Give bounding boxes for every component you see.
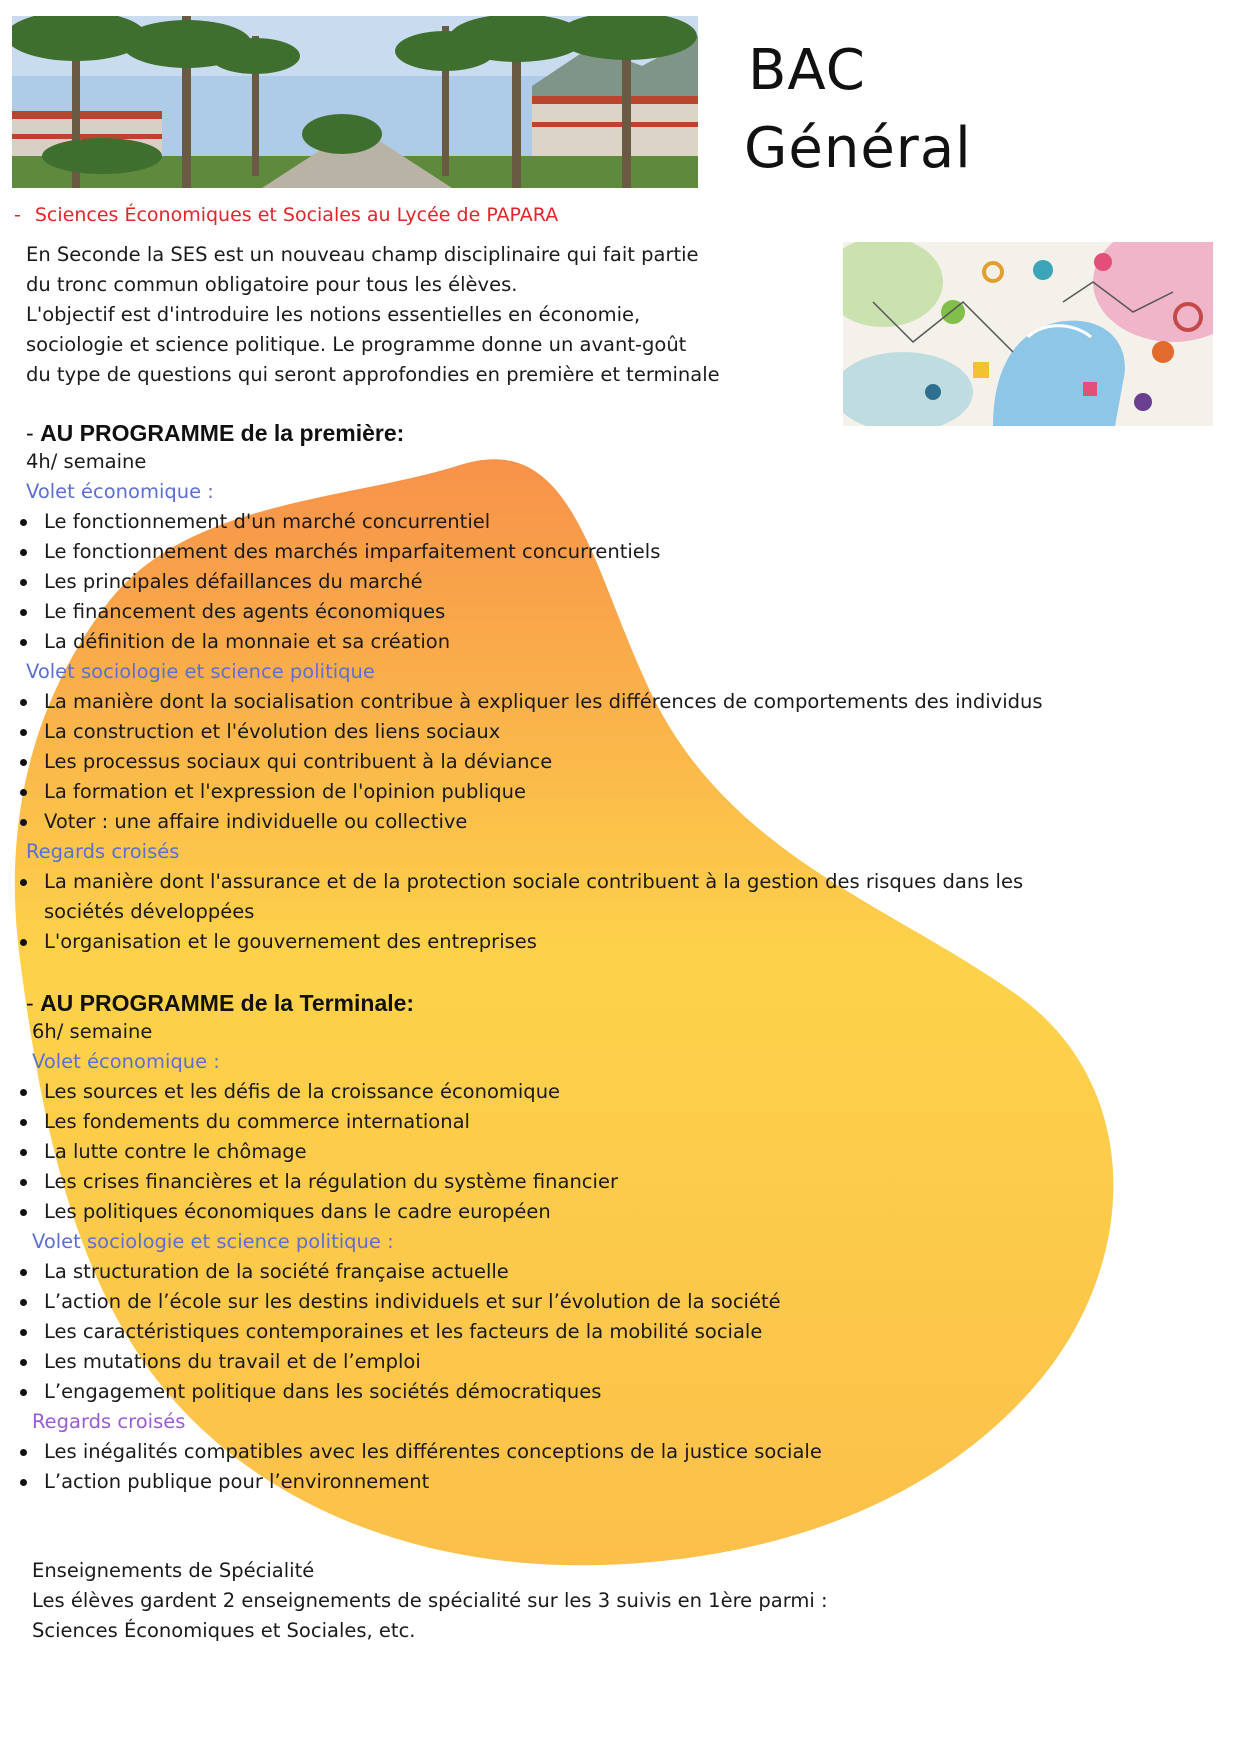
list-item: Les fondements du commerce international <box>0 1107 1226 1137</box>
category-label: Volet sociologie et science politique <box>26 660 375 683</box>
section-terminale <box>26 990 1226 1497</box>
hours-terminale: 6h/ semaine <box>32 1020 153 1043</box>
list-item: L’engagement politique dans les sociétés démocratiques <box>0 1377 1226 1407</box>
intro-line: L'objectif est d'introduire les notions essentielles en économie, <box>26 303 641 326</box>
list-item: La structuration de la société française actuelle <box>0 1257 1226 1287</box>
list-item-continuation: sociétés développées <box>44 900 255 923</box>
list-item: Le financement des agents économiques <box>0 597 1226 627</box>
intro-line: du tronc commun obligatoire pour tous les élèves. <box>26 273 518 296</box>
list-item: La manière dont la socialisation contribue à expliquer les différences de comportements des individus <box>0 687 1226 717</box>
section-heading-terminale: - AU PROGRAMME de la Terminale: <box>26 990 415 1016</box>
list-item: Les inégalités compatibles avec les différentes conceptions de la justice sociale <box>0 1437 1226 1467</box>
intro-paragraph <box>26 240 720 390</box>
title-general: Général <box>744 116 972 181</box>
list-item: L’action publique pour l’environnement <box>0 1467 1226 1497</box>
list-item: L'organisation et le gouvernement des entreprises <box>0 927 1226 957</box>
section-premiere <box>26 420 1226 957</box>
list-item: La définition de la monnaie et sa création <box>0 627 1226 657</box>
specialite-heading: Enseignements de Spécialité <box>32 1559 315 1582</box>
intro-line: sociologie et science politique. Le programme donne un avant-goût <box>26 333 687 356</box>
category-label: Volet économique : <box>32 1050 220 1073</box>
specialite-line: Sciences Économiques et Sociales, etc. <box>32 1619 416 1642</box>
list-item: La lutte contre le chômage <box>0 1137 1226 1167</box>
category-label: Regards croisés <box>32 1410 186 1433</box>
list-item: Le fonctionnement des marchés imparfaitement concurrentiels <box>0 537 1226 567</box>
list-item: La construction et l'évolution des liens sociaux <box>0 717 1226 747</box>
category-label: Volet économique : <box>26 480 214 503</box>
list-item: Les principales défaillances du marché <box>0 567 1226 597</box>
campus-photo <box>12 16 698 188</box>
hours-premiere: 4h/ semaine <box>26 450 147 473</box>
list-item: Les politiques économiques dans le cadre européen <box>0 1197 1226 1227</box>
category-label: Volet sociologie et science politique : <box>32 1230 394 1253</box>
list-item: Voter : une affaire individuelle ou collective <box>0 807 1226 837</box>
list-item: Les processus sociaux qui contribuent à la déviance <box>0 747 1226 777</box>
category-label: Regards croisés <box>26 840 180 863</box>
list-item: Les caractéristiques contemporaines et les facteurs de la mobilité sociale <box>0 1317 1226 1347</box>
intro-line: En Seconde la SES est un nouveau champ disciplinaire qui fait partie <box>26 243 699 266</box>
ses-illustration <box>843 242 1213 426</box>
list-item: La manière dont l'assurance et de la protection sociale contribuent à la gestion des risques dans les <box>0 867 1226 897</box>
section-heading-premiere: - AU PROGRAMME de la première: <box>26 420 405 446</box>
list-item: Les mutations du travail et de l’emploi <box>0 1347 1226 1377</box>
list-item: Le fonctionnement d'un marché concurrentiel <box>0 507 1226 537</box>
list-item: L’action de l’école sur les destins individuels et sur l’évolution de la société <box>0 1287 1226 1317</box>
list-item: Les crises financières et la régulation du système financier <box>0 1167 1226 1197</box>
specialite-paragraph <box>32 1556 828 1646</box>
specialite-line: Les élèves gardent 2 enseignements de spécialité sur les 3 suivis en 1ère parmi : <box>32 1589 828 1612</box>
title-bac: BAC <box>748 38 866 103</box>
list-item: Les sources et les défis de la croissance économique <box>0 1077 1226 1107</box>
list-item: La formation et l'expression de l'opinion publique <box>0 777 1226 807</box>
subtitle: - Sciences Économiques et Sociales au Lycée de PAPARA <box>14 204 559 226</box>
intro-line: du type de questions qui seront approfondies en première et terminale <box>26 363 720 386</box>
